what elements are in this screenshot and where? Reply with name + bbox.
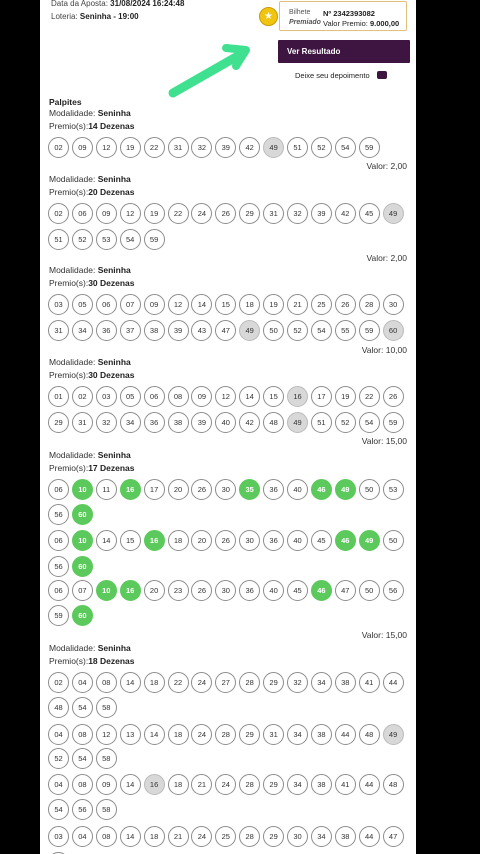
number-ball: 26 xyxy=(191,479,212,500)
number-ball: 32 xyxy=(191,137,212,158)
number-ball: 14 xyxy=(96,530,117,551)
number-ball-drawn: 49 xyxy=(287,412,308,433)
modalidade-label: Modalidade: xyxy=(49,357,96,367)
number-ball: 03 xyxy=(48,826,69,847)
number-ball-hit: 10 xyxy=(72,479,93,500)
number-ball: 31 xyxy=(48,320,69,341)
premio-value: 30 Dezenas xyxy=(88,278,135,288)
number-ball: 06 xyxy=(144,386,165,407)
number-ball: 45 xyxy=(287,580,308,601)
number-ball: 08 xyxy=(72,774,93,795)
prize-medal-icon: ★ xyxy=(259,7,278,26)
number-ball: 06 xyxy=(96,294,117,315)
number-ball: 31 xyxy=(168,137,189,158)
number-ball: 31 xyxy=(263,724,284,745)
number-ball: 24 xyxy=(215,774,236,795)
number-ball: 54 xyxy=(72,697,93,718)
number-ball-drawn: 16 xyxy=(287,386,308,407)
valor-value: 2,00 xyxy=(390,253,407,263)
valor-label: Valor: xyxy=(366,161,389,171)
number-ball: 28 xyxy=(239,672,260,693)
number-ball: 30 xyxy=(215,479,236,500)
number-ball: 40 xyxy=(287,530,308,551)
number-ball: 28 xyxy=(359,294,380,315)
valor-line xyxy=(367,253,408,263)
palpites-title: Palpites xyxy=(49,97,82,107)
number-ball: 50 xyxy=(359,580,380,601)
number-ball: 26 xyxy=(335,294,356,315)
number-ball: 20 xyxy=(191,530,212,551)
number-ball: 08 xyxy=(96,672,117,693)
premio-value: 30 Dezenas xyxy=(88,370,135,380)
number-ball: 28 xyxy=(215,724,236,745)
see-result-button[interactable]: Ver Resultado xyxy=(278,40,410,63)
number-ball: 59 xyxy=(359,320,380,341)
number-ball: 52 xyxy=(72,229,93,250)
number-ball: 25 xyxy=(311,294,332,315)
modalidade-line xyxy=(49,643,131,653)
number-ball: 58 xyxy=(96,799,117,820)
premio-label: Premio(s): xyxy=(49,278,89,288)
modalidade-value: Seninha xyxy=(97,265,131,275)
number-ball: 54 xyxy=(48,799,69,820)
modalidade-value: Seninha xyxy=(97,357,131,367)
valor-line xyxy=(362,630,407,640)
premio-label: Premio(s): xyxy=(49,370,89,380)
ticket-card xyxy=(279,1,407,31)
number-ball: 36 xyxy=(96,320,117,341)
number-ball: 38 xyxy=(311,774,332,795)
number-ball: 38 xyxy=(144,320,165,341)
number-ball: 32 xyxy=(287,672,308,693)
number-ball: 37 xyxy=(120,320,141,341)
number-ball: 22 xyxy=(144,137,165,158)
modalidade-line xyxy=(49,357,131,367)
number-ball: 42 xyxy=(335,203,356,224)
number-ball: 18 xyxy=(168,530,189,551)
modalidade-line xyxy=(49,265,131,275)
number-ball: 59 xyxy=(383,412,404,433)
number-ball-hit: 49 xyxy=(335,479,356,500)
number-ball: 03 xyxy=(48,294,69,315)
valor-line xyxy=(367,161,408,171)
number-ball: 25 xyxy=(215,826,236,847)
number-ball: 04 xyxy=(72,672,93,693)
number-ball: 32 xyxy=(96,412,117,433)
valor-label: Valor: xyxy=(361,630,384,640)
modalidade-label: Modalidade: xyxy=(49,450,96,460)
number-ball: 40 xyxy=(263,580,284,601)
number-ball-hit: 10 xyxy=(72,530,93,551)
number-ball: 30 xyxy=(239,530,260,551)
number-ball: 06 xyxy=(48,580,69,601)
ticket-label: Bilhete xyxy=(289,9,311,16)
number-ball: 44 xyxy=(335,724,356,745)
premio-value: 14 Dezenas xyxy=(88,121,135,131)
number-ball: 59 xyxy=(144,229,165,250)
modalidade-value: Seninha xyxy=(97,108,131,118)
number-ball: 54 xyxy=(72,748,93,769)
modalidade-line xyxy=(49,174,131,184)
number-ball: 31 xyxy=(72,412,93,433)
number-ball: 09 xyxy=(72,137,93,158)
number-ball: 22 xyxy=(168,672,189,693)
number-ball: 12 xyxy=(96,724,117,745)
number-ball: 14 xyxy=(191,294,212,315)
valor-label: Valor: xyxy=(366,253,389,263)
number-ball: 59 xyxy=(359,137,380,158)
number-ball: 47 xyxy=(215,320,236,341)
number-ball: 19 xyxy=(144,203,165,224)
number-ball: 07 xyxy=(120,294,141,315)
lottery-label: Loteria: xyxy=(51,12,78,21)
number-ball: 21 xyxy=(168,826,189,847)
number-ball: 12 xyxy=(168,294,189,315)
number-ball: 56 xyxy=(383,580,404,601)
number-ball: 11 xyxy=(96,479,117,500)
number-ball-hit: 16 xyxy=(144,530,165,551)
number-ball: 14 xyxy=(120,826,141,847)
number-ball: 39 xyxy=(215,137,236,158)
number-ball: 12 xyxy=(96,137,117,158)
valor-line xyxy=(362,436,407,446)
number-ball: 28 xyxy=(239,774,260,795)
bet-detail-page xyxy=(40,0,416,854)
number-ball: 45 xyxy=(359,203,380,224)
number-ball: 14 xyxy=(144,724,165,745)
modalidade-label: Modalidade: xyxy=(49,265,96,275)
number-ball-hit: 46 xyxy=(311,580,332,601)
number-ball: 38 xyxy=(335,672,356,693)
number-ball: 23 xyxy=(168,580,189,601)
premio-line xyxy=(49,278,135,288)
number-ball: 54 xyxy=(359,412,380,433)
number-ball: 09 xyxy=(96,203,117,224)
number-ball: 02 xyxy=(48,672,69,693)
number-ball: 31 xyxy=(263,203,284,224)
number-ball: 52 xyxy=(311,137,332,158)
number-ball: 34 xyxy=(287,774,308,795)
premio-line xyxy=(49,656,135,666)
modalidade-value: Seninha xyxy=(97,643,131,653)
number-ball: 18 xyxy=(168,774,189,795)
number-ball: 21 xyxy=(191,774,212,795)
number-ball: 04 xyxy=(48,724,69,745)
number-ball: 56 xyxy=(48,504,69,525)
premio-line xyxy=(49,187,135,197)
number-ball: 39 xyxy=(311,203,332,224)
number-ball: 29 xyxy=(263,672,284,693)
valor-value: 2,00 xyxy=(390,161,407,171)
number-ball: 44 xyxy=(359,826,380,847)
number-ball: 53 xyxy=(96,229,117,250)
number-ball: 18 xyxy=(144,672,165,693)
number-ball: 22 xyxy=(168,203,189,224)
lottery-value: Seninha - 19:00 xyxy=(79,12,139,21)
number-ball: 44 xyxy=(359,774,380,795)
number-ball: 18 xyxy=(168,724,189,745)
number-ball: 38 xyxy=(335,826,356,847)
lottery-line xyxy=(51,12,139,21)
number-ball-hit: 60 xyxy=(72,605,93,626)
number-ball: 54 xyxy=(311,320,332,341)
testimonial-label: Deixe seu depoimento xyxy=(295,71,370,80)
number-ball: 12 xyxy=(120,203,141,224)
number-ball: 47 xyxy=(335,580,356,601)
valor-value: 15,00 xyxy=(385,436,407,446)
number-ball: 07 xyxy=(72,580,93,601)
ticket-number: Nº 2342393082 xyxy=(323,9,375,18)
modalidade-label: Modalidade: xyxy=(49,643,96,653)
number-ball-hit: 16 xyxy=(120,479,141,500)
bet-date-line xyxy=(51,0,184,8)
prize-label: Valor Premio: xyxy=(323,19,368,28)
number-ball: 47 xyxy=(383,826,404,847)
number-ball: 52 xyxy=(335,412,356,433)
number-ball: 09 xyxy=(96,774,117,795)
number-ball: 39 xyxy=(168,320,189,341)
number-ball: 14 xyxy=(239,386,260,407)
number-ball: 32 xyxy=(287,203,308,224)
premio-value: 17 Dezenas xyxy=(88,463,135,473)
number-ball: 56 xyxy=(72,799,93,820)
number-ball: 04 xyxy=(48,774,69,795)
number-ball-drawn: 49 xyxy=(263,137,284,158)
number-ball: 36 xyxy=(263,479,284,500)
number-ball: 15 xyxy=(215,294,236,315)
number-ball: 41 xyxy=(335,774,356,795)
number-ball: 15 xyxy=(263,386,284,407)
premio-value: 20 Dezenas xyxy=(88,187,135,197)
number-ball: 01 xyxy=(48,386,69,407)
number-ball: 51 xyxy=(287,137,308,158)
number-ball: 48 xyxy=(263,412,284,433)
number-ball: 17 xyxy=(311,386,332,407)
number-ball-hit: 49 xyxy=(359,530,380,551)
number-ball: 02 xyxy=(48,203,69,224)
number-ball-drawn: 49 xyxy=(383,724,404,745)
number-ball-hit: 46 xyxy=(311,479,332,500)
number-ball: 39 xyxy=(191,412,212,433)
number-ball: 09 xyxy=(191,386,212,407)
valor-value: 15,00 xyxy=(385,630,407,640)
number-ball: 38 xyxy=(311,724,332,745)
number-ball: 26 xyxy=(383,386,404,407)
modalidade-line xyxy=(49,108,131,118)
modalidade-value: Seninha xyxy=(97,450,131,460)
number-ball: 36 xyxy=(144,412,165,433)
number-ball: 56 xyxy=(48,556,69,577)
prize-line xyxy=(323,19,399,28)
modalidade-line xyxy=(49,450,131,460)
number-ball: 15 xyxy=(120,530,141,551)
premio-label: Premio(s): xyxy=(49,656,89,666)
testimonial-link[interactable] xyxy=(295,71,387,80)
number-ball: 17 xyxy=(144,479,165,500)
number-ball: 20 xyxy=(144,580,165,601)
ticket-status: Premiado xyxy=(289,19,321,26)
number-ball: 55 xyxy=(335,320,356,341)
modalidade-label: Modalidade: xyxy=(49,174,96,184)
number-ball: 03 xyxy=(96,386,117,407)
number-ball: 43 xyxy=(191,320,212,341)
number-ball: 42 xyxy=(239,137,260,158)
modalidade-label: Modalidade: xyxy=(49,108,96,118)
number-ball: 38 xyxy=(168,412,189,433)
number-ball: 51 xyxy=(48,229,69,250)
number-ball: 34 xyxy=(72,320,93,341)
number-ball: 40 xyxy=(215,412,236,433)
number-ball: 36 xyxy=(239,580,260,601)
number-ball: 26 xyxy=(215,530,236,551)
number-ball-drawn: 16 xyxy=(144,774,165,795)
number-ball: 34 xyxy=(120,412,141,433)
number-ball: 26 xyxy=(191,580,212,601)
premio-line xyxy=(49,370,135,380)
number-ball: 26 xyxy=(215,203,236,224)
number-ball: 41 xyxy=(359,672,380,693)
number-ball-hit: 60 xyxy=(72,556,93,577)
number-ball: 14 xyxy=(120,672,141,693)
number-ball: 24 xyxy=(191,672,212,693)
premio-value: 18 Dezenas xyxy=(88,656,135,666)
number-ball: 36 xyxy=(263,530,284,551)
number-ball: 08 xyxy=(96,826,117,847)
number-ball: 24 xyxy=(191,724,212,745)
number-ball: 58 xyxy=(96,697,117,718)
number-ball: 19 xyxy=(263,294,284,315)
number-ball: 04 xyxy=(72,826,93,847)
number-ball-drawn: 60 xyxy=(383,320,404,341)
number-ball: 28 xyxy=(239,826,260,847)
premio-label: Premio(s): xyxy=(49,121,89,131)
number-ball: 29 xyxy=(263,826,284,847)
number-ball: 29 xyxy=(239,724,260,745)
number-ball: 05 xyxy=(120,386,141,407)
number-ball: 29 xyxy=(263,774,284,795)
valor-label: Valor: xyxy=(361,436,384,446)
number-ball: 06 xyxy=(48,530,69,551)
number-ball: 34 xyxy=(311,826,332,847)
number-ball: 24 xyxy=(191,203,212,224)
number-ball: 02 xyxy=(48,137,69,158)
number-ball: 48 xyxy=(48,697,69,718)
number-ball: 45 xyxy=(311,530,332,551)
number-ball: 02 xyxy=(72,386,93,407)
number-ball: 34 xyxy=(311,672,332,693)
number-ball: 52 xyxy=(287,320,308,341)
number-ball: 06 xyxy=(48,479,69,500)
number-ball: 58 xyxy=(96,748,117,769)
number-ball: 20 xyxy=(168,479,189,500)
number-ball: 27 xyxy=(215,672,236,693)
number-ball: 22 xyxy=(359,386,380,407)
number-ball: 50 xyxy=(383,530,404,551)
bet-date-label: Data da Aposta: xyxy=(51,0,108,8)
number-ball-hit: 10 xyxy=(96,580,117,601)
number-ball: 21 xyxy=(287,294,308,315)
number-ball: 40 xyxy=(287,479,308,500)
number-ball: 50 xyxy=(263,320,284,341)
number-ball: 52 xyxy=(48,748,69,769)
premio-label: Premio(s): xyxy=(49,187,89,197)
number-ball: 18 xyxy=(239,294,260,315)
valor-line xyxy=(362,345,407,355)
number-ball: 06 xyxy=(72,203,93,224)
number-ball: 14 xyxy=(120,774,141,795)
number-ball-drawn: 49 xyxy=(239,320,260,341)
number-ball: 19 xyxy=(335,386,356,407)
number-ball: 59 xyxy=(48,605,69,626)
number-ball: 30 xyxy=(287,826,308,847)
number-ball: 08 xyxy=(168,386,189,407)
premio-label: Premio(s): xyxy=(49,463,89,473)
chat-bubble-icon xyxy=(377,71,387,79)
valor-value: 10,00 xyxy=(385,345,407,355)
number-ball: 05 xyxy=(72,294,93,315)
number-ball-hit: 46 xyxy=(335,530,356,551)
number-ball: 54 xyxy=(120,229,141,250)
number-ball: 18 xyxy=(144,826,165,847)
number-ball: 48 xyxy=(359,724,380,745)
number-ball: 29 xyxy=(239,203,260,224)
number-ball-drawn: 49 xyxy=(383,203,404,224)
number-ball: 44 xyxy=(383,672,404,693)
number-ball: 51 xyxy=(311,412,332,433)
valor-label: Valor: xyxy=(361,345,384,355)
number-ball: 29 xyxy=(48,412,69,433)
bet-date-value: 31/08/2024 16:24:48 xyxy=(110,0,185,8)
number-ball: 42 xyxy=(239,412,260,433)
number-ball: 54 xyxy=(335,137,356,158)
number-ball: 19 xyxy=(120,137,141,158)
number-ball: 53 xyxy=(383,479,404,500)
number-ball: 30 xyxy=(383,294,404,315)
number-ball: 34 xyxy=(287,724,308,745)
number-ball: 48 xyxy=(383,774,404,795)
number-ball: 09 xyxy=(144,294,165,315)
premio-line xyxy=(49,463,135,473)
number-ball: 12 xyxy=(215,386,236,407)
number-ball-hit: 16 xyxy=(120,580,141,601)
premio-line xyxy=(49,121,135,131)
number-ball-hit: 35 xyxy=(239,479,260,500)
prize-value: 9.000,00 xyxy=(369,19,400,28)
number-ball: 13 xyxy=(120,724,141,745)
number-ball: 24 xyxy=(191,826,212,847)
number-ball: 30 xyxy=(215,580,236,601)
modalidade-value: Seninha xyxy=(97,174,131,184)
number-ball: 08 xyxy=(72,724,93,745)
number-ball: 50 xyxy=(359,479,380,500)
number-ball-hit: 60 xyxy=(72,504,93,525)
